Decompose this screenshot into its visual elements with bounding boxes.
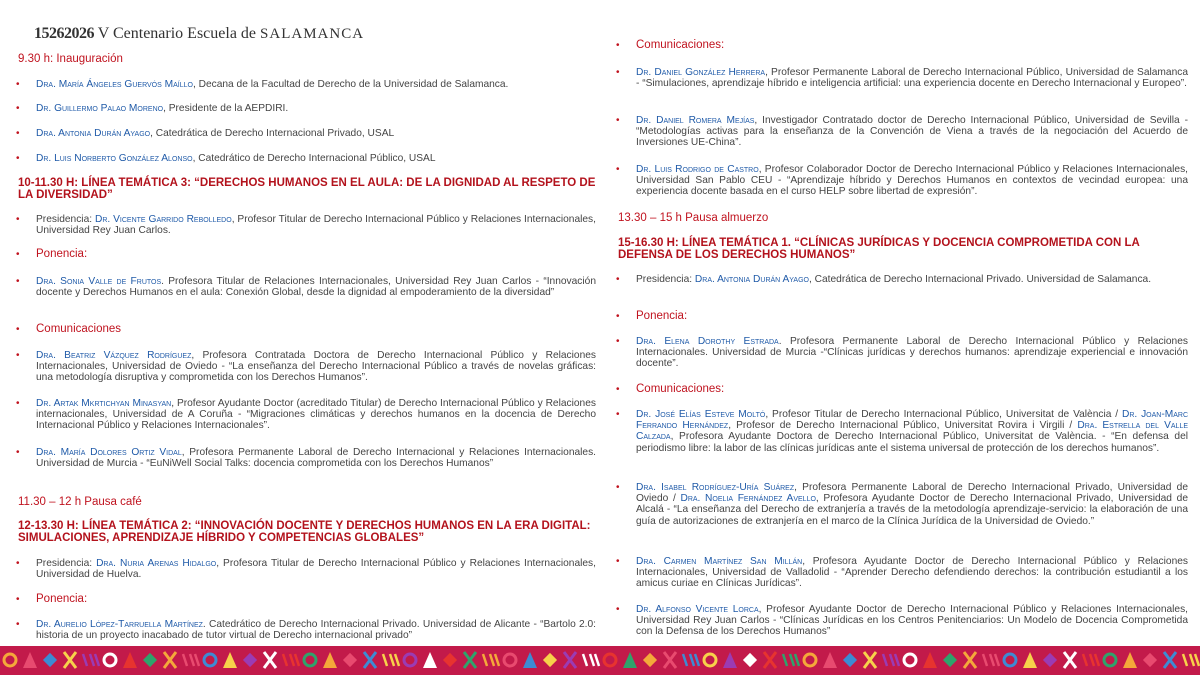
person-desc: , Profesor de Derecho Internacional Público, Universitat Rovira i Virgili / (728, 420, 1078, 432)
bullet-icon: • (616, 164, 620, 175)
list-item (618, 336, 1188, 370)
bullet-icon: • (616, 556, 620, 567)
time-heading: 9.30 h: Inauguración (18, 53, 123, 65)
header-years: 15262026 (34, 25, 94, 42)
person-name: Dra. Elena Dorothy Estrada (636, 336, 779, 347)
bullet-icon: • (616, 482, 620, 493)
chair-label: Presidencia: (36, 214, 95, 225)
bullet-icon: • (616, 274, 620, 285)
bullet-icon: • (616, 115, 620, 126)
section-label-text: Comunicaciones (36, 323, 122, 335)
bullet-icon: • (16, 276, 20, 287)
list-item (618, 67, 1188, 89)
section-label-text: Ponencia: (36, 248, 88, 260)
list-item (618, 115, 1188, 149)
bullet-icon: • (16, 153, 20, 164)
section-label-text: Comunicaciones: (636, 39, 725, 51)
person-desc: , Profesor Titular de Derecho Internacional Público, Universitat de València / (765, 409, 1122, 420)
session-title: 15-16.30 H: LÍNEA TEMÁTICA 1. “CLÍNICAS JURÍDICAS Y DOCENCIA COMPROMETIDA CON LA DEFENSA DE LOS DERECHOS HUMANOS” (618, 237, 1140, 261)
section-label-text: Ponencia: (636, 310, 688, 322)
section-label-text: Ponencia: (36, 593, 88, 605)
person-desc: , Profesora Permanente Laboral de Derecho Internacional Privado, Universidad de Oviedo / (636, 482, 1188, 505)
person-desc: , Profesora Ayudante Doctora de Derecho Internacional Público, Universitat de València. - “En defensa del periodismo libre: la labor de las clínicas jurídicas ante el sistema universal de protección de los derechos humanos”. (636, 431, 1188, 454)
person-name: Dr. Daniel González Herrera (636, 67, 766, 78)
person-desc: . Catedrático de Derecho Internacional Privado. Universidad de Alicante - “Bartolo 2.0: historia de un proyecto inacabado de tutor virtual de Derecho internacional privado” (36, 619, 597, 642)
bullet-icon: • (616, 384, 620, 395)
bullet-icon: • (616, 311, 620, 322)
person-name: Dr. Aurelio López-Tarruella Martínez (36, 619, 203, 630)
list-item (18, 79, 596, 90)
person-name: Dr. Guillermo Palao Moreno (36, 103, 164, 114)
list-item (18, 153, 596, 164)
person-desc: . Profesora Titular de Relaciones Internacionales, Universidad Rey Juan Carlos - “Innovación docente y Derechos Humanos en el aula: Conexión Global, desde la dignidad al empoderamiento de la diversidad” (36, 276, 596, 299)
session-title: 10-11.30 H: LÍNEA TEMÁTICA 3: “DERECHOS HUMANOS EN EL AULA: DE LA DIGNIDAD AL RESPETO DE LA DIVERSIDAD” (18, 177, 596, 201)
section-label (18, 249, 596, 260)
header-city: SALAMANCA (260, 26, 365, 42)
section-label (618, 384, 1188, 395)
page-header (34, 25, 364, 43)
person-desc: , Catedrático de Derecho Internacional Público, USAL (192, 153, 436, 164)
person-name: Dr. Luis Rodrigo de Castro (636, 164, 759, 175)
bullet-icon: • (616, 40, 620, 51)
bullet-icon: • (616, 604, 620, 615)
person-name: Dr. Alfonso Vicente Lorca (636, 604, 759, 615)
pattern-graphic (0, 646, 1200, 675)
person-name: Dr. Artak Mkrtichyan Minasyan (36, 398, 172, 409)
person-name: Dr. Vicente Garrido Rebolledo (94, 214, 232, 225)
bullet-icon: • (616, 67, 620, 78)
person-desc: , Profesora Contratada Doctora de Derecho Internacional Público y Relaciones Internacionales, Universidad de Oviedo - “La enseñanza del Derecho Internacional Público a través de novelas gráficas: una metodología disruptiva y comprometida con los Derechos Humanos”. (36, 350, 596, 384)
list-item (618, 164, 1188, 198)
person-desc: , Investigador Contratado doctor de Derecho Internacional Público, Universidad de Sevilla - “Metodologías activas para la enseñanza de la Convención de Viena a través de la negociación del Acuerdo de Inversiones UE-China”. (636, 115, 1188, 149)
person-name: Dra. Nuria Arenas Hidalgo (96, 558, 217, 569)
bullet-icon: • (16, 447, 20, 458)
person-desc: , Profesor Ayudante Doctor (acreditado Titular) de Derecho Internacional Público y Relaciones internacionales, Universidad de A Coruña - “Migraciones climáticas y derechos humanos en la docencia de Derecho Internacional Público y Relaciones Internacionales”. (36, 398, 596, 432)
list-item (618, 409, 1188, 454)
bullet-icon: • (616, 336, 620, 347)
list-item (18, 103, 596, 114)
section-label (618, 40, 1188, 51)
list-item (18, 214, 596, 236)
bullet-icon: • (16, 79, 20, 90)
list-item (18, 447, 596, 469)
section-label (18, 324, 596, 335)
list-item (18, 128, 596, 139)
person-desc: , Profesora Titular de Derecho Internacional Público y Relaciones Internacionales, Universidad de Huelva. (36, 558, 596, 581)
person-name: Dr. Daniel Romera Mejías (636, 115, 755, 126)
break-heading: 11.30 – 12 h Pausa café (18, 496, 142, 508)
person-name: Dra. María Ángeles Guervós Maíllo (36, 79, 193, 90)
person-desc: , Profesor Colaborador Doctor de Derecho Internacional Público y Relaciones Internacionales, Universidad San Pablo CEU - “Aprendizaje híbrido y Derechos Humanos en contextos de vecindad europea: una experiencia docente basada en el curso HELP sobre libertad de expresión”. (636, 164, 1188, 198)
header-title: V Centenario Escuela de (94, 25, 261, 42)
person-name: Dra. Carmen Martínez San Millán (636, 556, 803, 567)
person-desc: , Catedrática de Derecho Internacional Privado, USAL (150, 128, 395, 139)
person-name: Dra. Antonia Durán Ayago (694, 274, 809, 285)
bullet-icon: • (16, 558, 20, 569)
list-item (18, 619, 596, 641)
bullet-icon: • (16, 214, 20, 225)
bullet-icon: • (616, 409, 620, 420)
bullet-icon: • (16, 398, 20, 409)
person-desc: , Profesora Ayudante Doctor de Derecho Internacional Privado, Universidad de Alcalá - “La enseñanza del Derecho de extranjería a través de la metodología aprendizaje-servicio: la elaboración de una guía de autorizaciones de extranjería en el marco de la Clínica Jurídica de la Universidad de Oviedo.” (636, 493, 1188, 527)
chair-label: Presidencia: (36, 558, 97, 569)
bullet-icon: • (16, 103, 20, 114)
person-desc: , Decana de la Facultad de Derecho de la Universidad de Salamanca. (192, 79, 509, 90)
person-name: Dra. Isabel Rodríguez-Uría Suárez (636, 482, 795, 493)
person-desc: , Catedrática de Derecho Internacional Privado. Universidad de Salamanca. (809, 274, 1152, 285)
person-desc: , Presidente de la AEPDIRI. (163, 103, 289, 114)
person-name: Dr. Luis Norberto González Alonso (36, 153, 193, 164)
person-desc: , Profesor Permanente Laboral de Derecho Internacional Público, Universidad de Salamanca - “Simulaciones, aprendizaje híbrido e inteligencia artificial: una experiencia docente en Derecho Internacional y Europeo”. (636, 67, 1188, 90)
person-name: Dra. María Dolores Ortiz Vidal (36, 447, 182, 458)
bullet-icon: • (16, 128, 20, 139)
bullet-icon: • (16, 594, 20, 605)
person-desc: , Profesora Ayudante Doctor de Derecho Internacional Público y Relaciones Internacionales, Universidad de Valladolid - “Aprender Derecho defendiendo derechos: la contribución estudiantil a los amicus curiae en Clínicas Jurídicas”. (636, 556, 1189, 590)
person-name: Dra. Sonia Valle de Frutos (36, 276, 162, 287)
person-desc: , Profesora Permanente Laboral de Derecho Internacional y Relaciones Internacionales. Universidad de Murcia - “EuNiWell Social Talks: docencia comprometida con los Derechos Humanos” (36, 447, 597, 470)
bullet-icon: • (16, 350, 20, 361)
list-item (18, 350, 596, 384)
list-item (18, 558, 596, 580)
list-item (618, 604, 1188, 638)
person-name: Dr. Joan-Marc Ferrando Hernández (636, 409, 1188, 432)
list-item (18, 276, 596, 298)
section-label-text: Comunicaciones: (636, 383, 725, 395)
section-label (618, 311, 1188, 322)
bullet-icon: • (16, 249, 20, 260)
bullet-icon: • (16, 619, 20, 630)
chair-label: Presidencia: (636, 274, 695, 285)
person-desc: , Profesor Titular de Derecho Internacional Público y Relaciones Internacionales, Universidad Rey Juan Carlos. (36, 214, 596, 237)
list-item (18, 398, 596, 432)
session-title: 12-13.30 H: LÍNEA TEMÁTICA 2: “INNOVACIÓN DOCENTE Y DERECHOS HUMANOS EN LA ERA DIGITAL: SIMULACIONES, APRENDIZAJE HÍBRIDO Y COMPETENCIAS GLOBALES” (18, 520, 591, 544)
person-desc: . Profesora Permanente Laboral de Derecho Internacional Público y Relaciones Internacionales. Universidad de Murcia -“Clínicas jurídicas y derechos humanos: aprendizaje experiencial e innovación docente”. (636, 336, 1188, 370)
person-desc: , Profesor Ayudante Doctor de Derecho Internacional Público y Relaciones Internacionales, Universidad Rey Juan Carlos - “Clínicas Jurídicas en los Centros Penitenciarios: Un Modelo de Docencia Comprometida con la Defensa de los Derechos Humanos” (636, 604, 1189, 638)
list-item (618, 482, 1188, 527)
bullet-icon: • (16, 324, 20, 335)
person-name: Dra. Beatriz Vázquez Rodríguez (36, 350, 192, 361)
list-item (618, 556, 1188, 590)
break-heading: 13.30 – 15 h Pausa almuerzo (618, 212, 769, 224)
section-label (18, 594, 596, 605)
person-name: Dra. Noelia Fernández Avello (680, 493, 816, 505)
decorative-pattern-band (0, 646, 1200, 675)
person-name: Dr. José Elías Esteve Moltó (636, 409, 766, 420)
list-item (618, 274, 1188, 285)
person-name: Dra. Estrella del Valle Calzada (636, 420, 1189, 443)
person-name: Dra. Antonia Durán Ayago (36, 128, 151, 139)
